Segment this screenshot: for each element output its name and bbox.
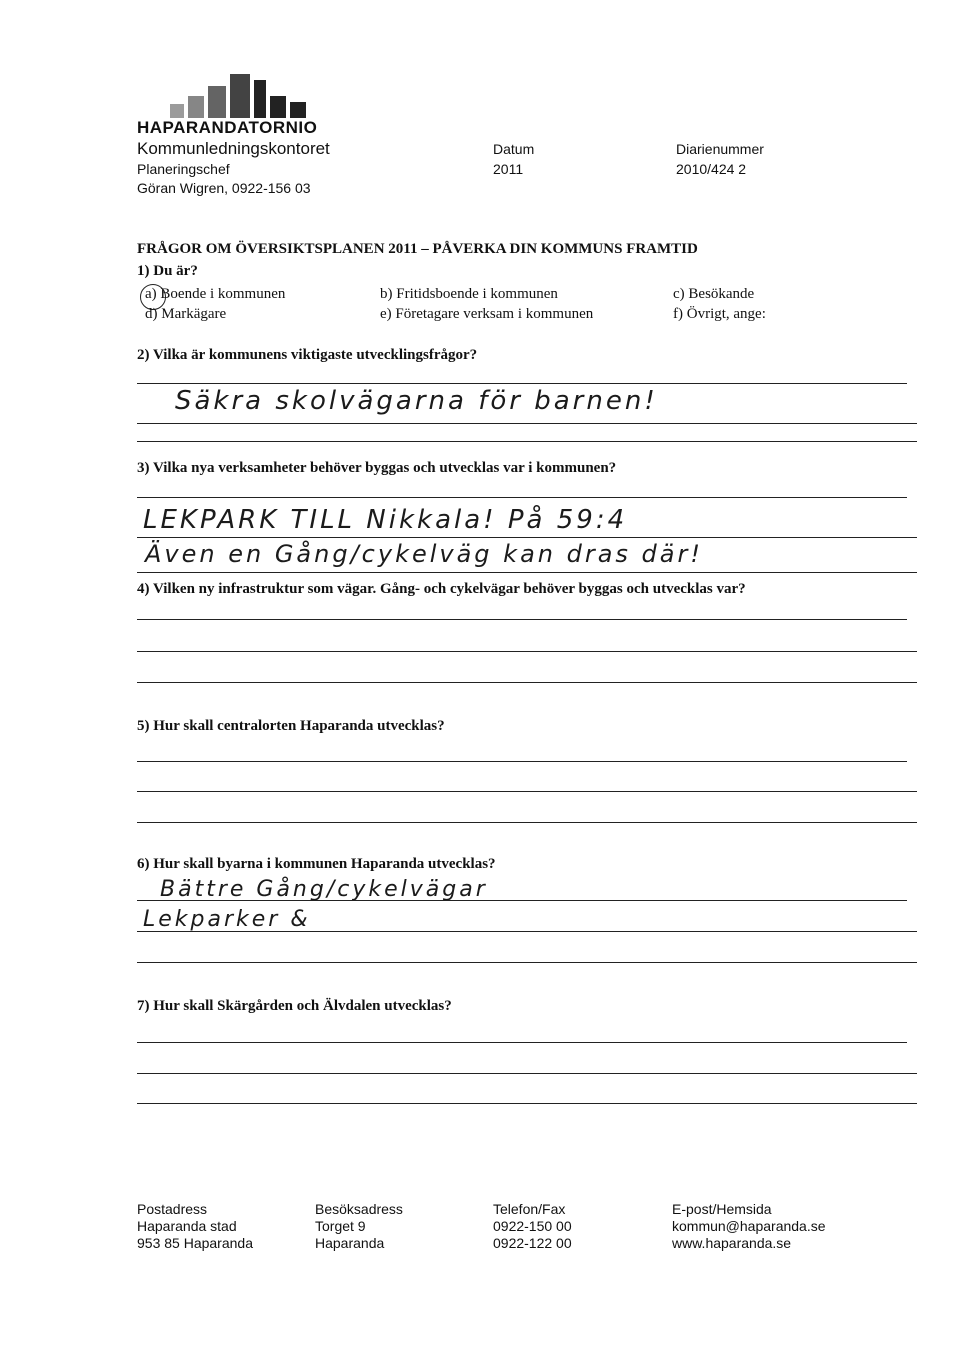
question-5: 5) Hur skall centralorten Haparanda utvecklas?: [137, 718, 445, 734]
form-title: FRÅGOR OM ÖVERSIKTSPLANEN 2011 – PÅVERKA DIN KOMMUNS FRAMTID: [137, 241, 698, 257]
footer-visit-label: Besöksadress: [315, 1201, 403, 1217]
footer-postal-line-1: Haparanda stad: [137, 1218, 237, 1234]
footer-postal-label: Postadress: [137, 1201, 208, 1217]
question-1: 1) Du är?: [137, 263, 198, 279]
footer-web: [672, 1201, 826, 1252]
question-4: 4) Vilken ny infrastruktur som vägar. Gång- och cykelvägar behöver byggas och utvecklas var?: [137, 581, 746, 597]
logo-graphic: [170, 72, 310, 118]
option-c[interactable]: c) Besökande: [673, 286, 755, 302]
footer-phone-line-2: 0922-122 00: [493, 1235, 572, 1251]
reg-label: Diarienummer: [676, 141, 764, 157]
option-a[interactable]: a) Boende i kommunen: [145, 286, 286, 302]
option-f[interactable]: f) Övrigt, ange:: [673, 306, 766, 322]
footer-postal-line-2: 953 85 Haparanda: [137, 1235, 253, 1251]
brand-name: HAPARANDATORNIO: [137, 118, 318, 137]
answer-6-line-2[interactable]: Lekparker &: [143, 907, 311, 932]
option-d[interactable]: d) Markägare: [145, 306, 227, 322]
question-6: 6) Hur skall byarna i kommunen Haparanda utvecklas?: [137, 856, 496, 872]
answer-6-line-1[interactable]: Bättre Gång/cykelvägar: [160, 877, 488, 902]
footer-visit: [315, 1201, 403, 1252]
contact: Göran Wigren, 0922-156 03: [137, 180, 311, 196]
footer-visit-line-1: Torget 9: [315, 1218, 366, 1234]
question-2: 2) Vilka är kommunens viktigaste utvecklingsfrågor?: [137, 347, 478, 363]
footer-website[interactable]: www.haparanda.se: [672, 1235, 792, 1251]
footer-web-label: E-post/Hemsida: [672, 1201, 772, 1217]
footer-phone-label: Telefon/Fax: [493, 1201, 566, 1217]
reg-value: 2010/424 2: [676, 161, 747, 177]
question-7: 7) Hur skall Skärgården och Älvdalen utvecklas?: [137, 998, 452, 1014]
option-b[interactable]: b) Fritidsboende i kommunen: [380, 286, 558, 302]
date-label: Datum: [493, 141, 535, 157]
answer-3-line-1[interactable]: LEKPARK TILL Nikkala! På 59:4: [143, 505, 628, 535]
question-3: 3) Vilka nya verksamheter behöver byggas och utvecklas var i kommunen?: [137, 460, 617, 476]
footer-phone-line-1: 0922-150 00: [493, 1218, 572, 1234]
footer-postal: [137, 1201, 253, 1252]
footer-phone: [493, 1201, 572, 1252]
answer-3-line-2[interactable]: Även en Gång/cykelväg kan dras där!: [145, 540, 703, 568]
role: Planeringschef: [137, 161, 230, 177]
footer-visit-line-2: Haparanda: [315, 1235, 385, 1251]
footer-email[interactable]: kommun@haparanda.se: [672, 1218, 826, 1234]
answer-2[interactable]: Säkra skolvägarna för barnen!: [175, 386, 658, 416]
office-name: Kommunledningskontoret: [137, 139, 330, 158]
date-value: 2011: [493, 161, 524, 177]
option-e[interactable]: e) Företagare verksam i kommunen: [380, 306, 594, 322]
